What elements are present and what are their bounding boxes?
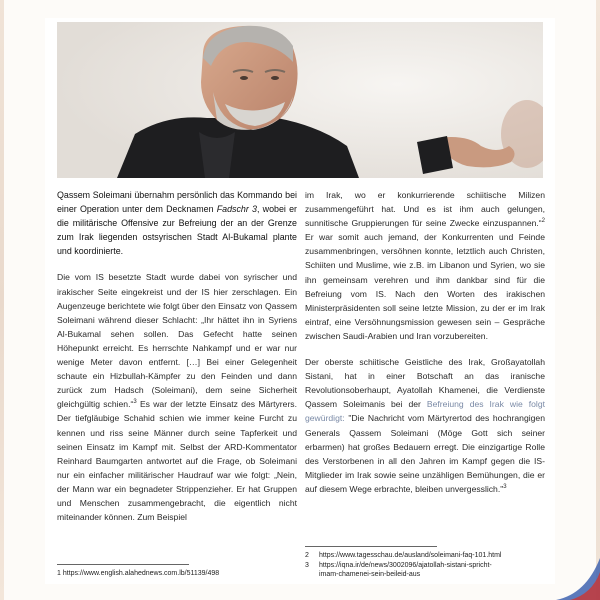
- footnote-ref: 3: [133, 399, 137, 406]
- right-p2-highlight: Befreiung des Irak wie folgt gewürdigt:: [305, 399, 545, 424]
- footnote-number: 2: [305, 552, 309, 559]
- lead-codename: Fadschr 3: [216, 204, 257, 215]
- right-p2-text-a: Der oberste schiitische Geistliche des Irak, Großayatollah Sistani, hat in einer Botschaft an das iranische Revolutionsoberhaupt, Ayatollah Khamenei, die Verdienste Qassem Soleimanis bei der: [305, 357, 545, 410]
- right-p1-text-a: im Irak, wo er konkurrierende schiitische Milizen zusammengeführt hat. Und es ist ihm auch gelungen, sunnitische Gruppierungen für seine Zwecke einzuspannen.“: [305, 190, 545, 229]
- lead-paragraph: [57, 188, 297, 258]
- footnote-item: [57, 569, 297, 579]
- footnote-continuation: [305, 570, 551, 580]
- left-body-text-2: Es war der letzte Einsatz des Märtyrers. Der tiefgläubige Schahid schien wie immer keine Furcht zu kennen und riss seine Männer durch seine Tapferkeit und seinen Einsatz im Kampf mit. Selbst der ARD-Kommentator Reinhard Baumgarten antwortet auf die Frage, ob Soleimani nur ein einfacher militärischer Haudrauf war wie folgt: „Nein, der Mann war ein begnadeter Strippenzieher. Er hat Gruppen und Menschen zusammengebracht, die eigentlich nicht miteinander können. Zum Beispiel: [57, 399, 297, 523]
- corner-ornament-icon: [556, 558, 600, 600]
- footnote-item: [305, 551, 551, 561]
- right-edge-stripe: [596, 0, 600, 600]
- left-edge-stripe: [0, 0, 4, 600]
- footnotes-left: [57, 569, 297, 579]
- soleimani-photo: [57, 22, 543, 178]
- footnote-rule-left: [57, 564, 189, 565]
- right-body-paragraph-1: [305, 188, 545, 343]
- footnote-url[interactable]: https://iqna.ir/de/news/3002096/ajatollah-sistani-spricht-: [319, 561, 492, 569]
- left-body-paragraph: [57, 270, 297, 524]
- portrait-illustration: [57, 22, 543, 178]
- left-body-text-1: Die vom IS besetzte Stadt wurde dabei von syrischer und irakischer Seite eingekreist und der IS hier zerschlagen. Ein Augenzeuge berichtete wie folgt über den Einsatz von Qassem Soleimani während dieser Schlacht: „Ihr hättet ihn in Syriens Al-Bukamal sehen sollen. Das Gefecht hatte seinen Höhepunkt erreicht. Es herrschte Nahkampf und er war nur wenige Meter davon entfernt. […] Bei einer Gelegenheit schaute ein Hizbullah-Kämpfer zu den Feinden und dann zurück zum Hadsch (Soleimani), dem seine Sicherheit gleichgültig schien.“: [57, 272, 297, 410]
- right-column: [305, 188, 545, 496]
- footnote-number: 1: [57, 570, 61, 577]
- footnote-ref: 2: [541, 218, 545, 225]
- footnote-url-continued[interactable]: imam-chamenei-sein-beileid-aus: [319, 571, 421, 578]
- right-p2-text-b: "Die Nachricht vom Märtyrertod des hochrangigen Generals Qassem Soleimani (Möge Gott sich seiner erbarmen) hat großes Bedauern erregt. Die einzigartige Rolle des Verstorbenen in all den Jahren im Kampf gegen die IS-Mitglieder im Irak sowie seine unzähligen Bemühungen, die er auf diesem Wege erbrachte, bleiben unvergesslich.": [305, 413, 545, 494]
- footnote-item: [305, 561, 551, 571]
- footnote-ref: 3: [503, 484, 507, 491]
- footnotes-right: [305, 551, 551, 580]
- footnote-number: 3: [305, 561, 309, 569]
- lead-text-2: , wobei er die militärische Offensive zur Befreiung der an der Grenze zum Irak liegenden ostsyrischen Stadt Al-Bukamal plante und koordinierte.: [57, 204, 298, 257]
- footnote-url[interactable]: https://www.tagesschau.de/ausland/soleimani-faq-101.html: [319, 552, 502, 559]
- right-p1-text-b: Er war somit auch jemand, der Konkurrenten und Feinde zusammenbringen, versöhnen konnte, letztlich auch Christen, Schiiten und Muslime, wie z.B. im Libanon und Syrien, wo sie ihn gemeinsam verehren und ihm dankbar sind für die Befreiung vom IS. Nach den Worten des irakischen Ministerpräsidenten soll seine letzte Mission, zu der er im Irak eintraf, eine Versöhnungsmission gewesen sein – Gespräche zwischen Saudi-Arabien und Iran vorzubereiten.: [305, 232, 545, 341]
- right-body-paragraph-2: [305, 355, 545, 496]
- left-column: [57, 188, 297, 524]
- document-page: [45, 18, 555, 584]
- footnote-rule-right: [305, 546, 437, 547]
- lead-text-1: Qassem Soleimani übernahm persönlich das Kommando bei einer Operation unter dem Decknamen: [57, 190, 297, 215]
- footnote-url[interactable]: https://www.english.alahednews.com.lb/51139/498: [62, 570, 220, 577]
